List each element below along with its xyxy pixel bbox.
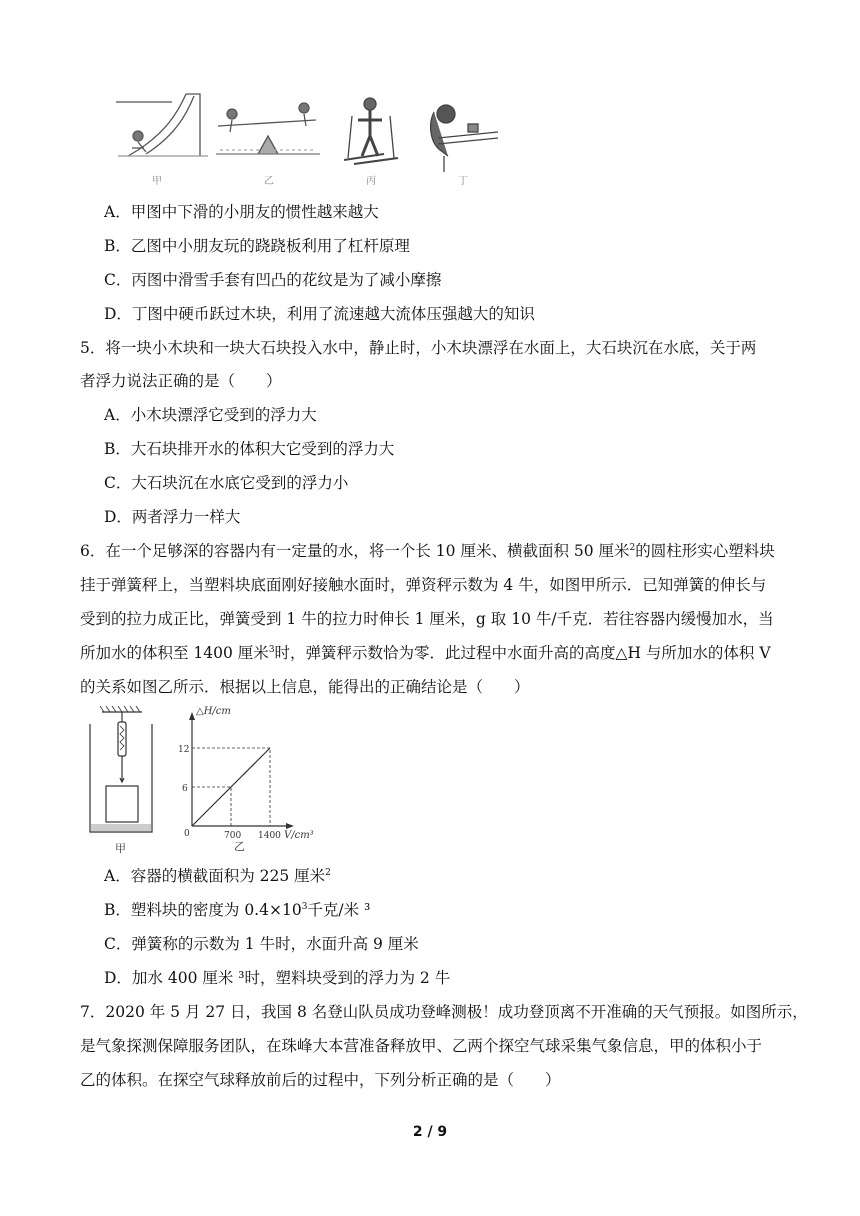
q5-option-d: D．两者浮力一样大 <box>104 508 241 526</box>
caption-yi: 乙 <box>264 176 274 187</box>
y-axis-arrow <box>189 712 195 720</box>
q4-option-a: A．甲图中下滑的小朋友的惯性越来越大 <box>104 203 379 221</box>
x-axis-arrow <box>286 823 294 829</box>
q5-option-c: C．大石块沉在水底它受到的浮力小 <box>104 474 349 492</box>
y-tick-6: 6 <box>182 784 188 794</box>
q6-figure <box>84 702 324 862</box>
q6-option-b-tail: 千克/米 ³ <box>307 901 371 919</box>
caption-jia: 甲 <box>152 176 162 187</box>
figure-caption-jia: 甲 <box>115 842 126 855</box>
x-tick-700: 700 <box>224 831 242 841</box>
q4-option-d: D．丁图中硬币跃过木块，利用了流速越大流体压强越大的知识 <box>104 305 535 323</box>
q6-option-a-sup: 2 <box>325 867 331 878</box>
q6-stem-line5: 的关系如图乙所示．根据以上信息，能得出的正确结论是（ ） <box>80 678 530 696</box>
q5-stem-line2: 者浮力说法正确的是（ ） <box>80 372 282 390</box>
caption-ding: 丁 <box>458 176 468 187</box>
q6-stem-line1 <box>80 541 775 561</box>
y-tick-12: 12 <box>178 745 190 755</box>
q6-stem-line4 <box>80 643 771 663</box>
container-diagram <box>90 706 152 832</box>
q4-figure <box>108 92 500 188</box>
q6-option-a <box>104 866 331 886</box>
q5-option-a: A．小木块漂浮它受到的浮力大 <box>104 406 317 424</box>
seesaw-illustration <box>216 103 320 154</box>
q6-superscript: 2 <box>629 542 636 553</box>
slide-illustration <box>116 94 208 156</box>
origin-label: 0 <box>184 829 190 839</box>
q4-option-c: C．丙图中滑雪手套有凹凸的花纹是为了减小摩擦 <box>104 271 442 289</box>
page-number: 2 / 9 <box>412 1124 448 1140</box>
q6-option-b <box>104 900 370 920</box>
x-axis-label: V/cm³ <box>284 830 314 841</box>
y-axis-label: △H/cm <box>196 706 231 717</box>
q5-option-b: B．大石块排开水的体积大它受到的浮力大 <box>104 440 395 458</box>
skier-illustration <box>344 98 398 164</box>
caption-bing: 丙 <box>366 176 376 187</box>
q6-stem-line3: 受到的拉力成正比，弹簧受到 1 牛的拉力时伸长 1 厘米，g 取 10 牛/千克．若往容器内缓慢加水，当 <box>80 610 774 628</box>
q7-stem-line1: 7．2020 年 5 月 27 日，我国 8 名登山队员成功登峰测极！成功登顶离不开准确的天气预报。如图所示， <box>80 1003 808 1021</box>
q6-stem-line1-tail: 的圆柱形实心塑料块 <box>635 542 775 560</box>
coin-jump-illustration <box>431 105 498 172</box>
figure-caption-yi: 乙 <box>234 840 245 853</box>
q6-superscript: 3 <box>268 644 275 655</box>
q6-option-d: D．加水 400 厘米 ³时，塑料块受到的浮力为 2 牛 <box>104 969 451 987</box>
q6-stem-line2: 挂于弹簧秤上，当塑料块底面刚好接触水面时，弹资秤示数为 4 牛，如图甲所示．已知弹簧的伸长与 <box>80 576 767 594</box>
q6-option-b-text: B．塑料块的密度为 0.4×10 <box>104 901 302 919</box>
q5-stem-line1: 5．将一块小木块和一块大石块投入水中，静止时，小木块漂浮在水面上，大石块沉在水底，关于两 <box>80 339 757 357</box>
q4-option-b: B．乙图中小朋友玩的跷跷板利用了杠杆原理 <box>104 237 410 255</box>
q6-stem-line4-tail: 时，弹簧秤示数恰为零．此过程中水面升高的高度△H 与所加水的体积 V <box>274 644 771 662</box>
q6-option-b-sup: 3 <box>301 901 308 912</box>
q6-option-c: C．弹簧称的示数为 1 牛时，水面升高 9 厘米 <box>104 935 419 953</box>
q7-stem-line2: 是气象探测保障服务团队，在珠峰大本营准备释放甲、乙两个探空气球采集气象信息，甲的体积小于 <box>80 1037 763 1055</box>
q6-option-a-text: A．容器的横截面积为 225 厘米 <box>104 867 326 885</box>
delta-h-vs-v-graph <box>178 706 314 841</box>
q6-stem-line1-text: 6．在一个足够深的容器内有一定量的水，将一个长 10 厘米、横截面积 50 厘米 <box>80 542 630 560</box>
x-tick-1400: 1400 <box>258 831 281 841</box>
q7-stem-line3: 乙的体积。在探空气球释放前后的过程中，下列分析正确的是（ ） <box>80 1071 561 1089</box>
q6-stem-line4-text: 所加水的体积至 1400 厘米 <box>80 644 269 662</box>
